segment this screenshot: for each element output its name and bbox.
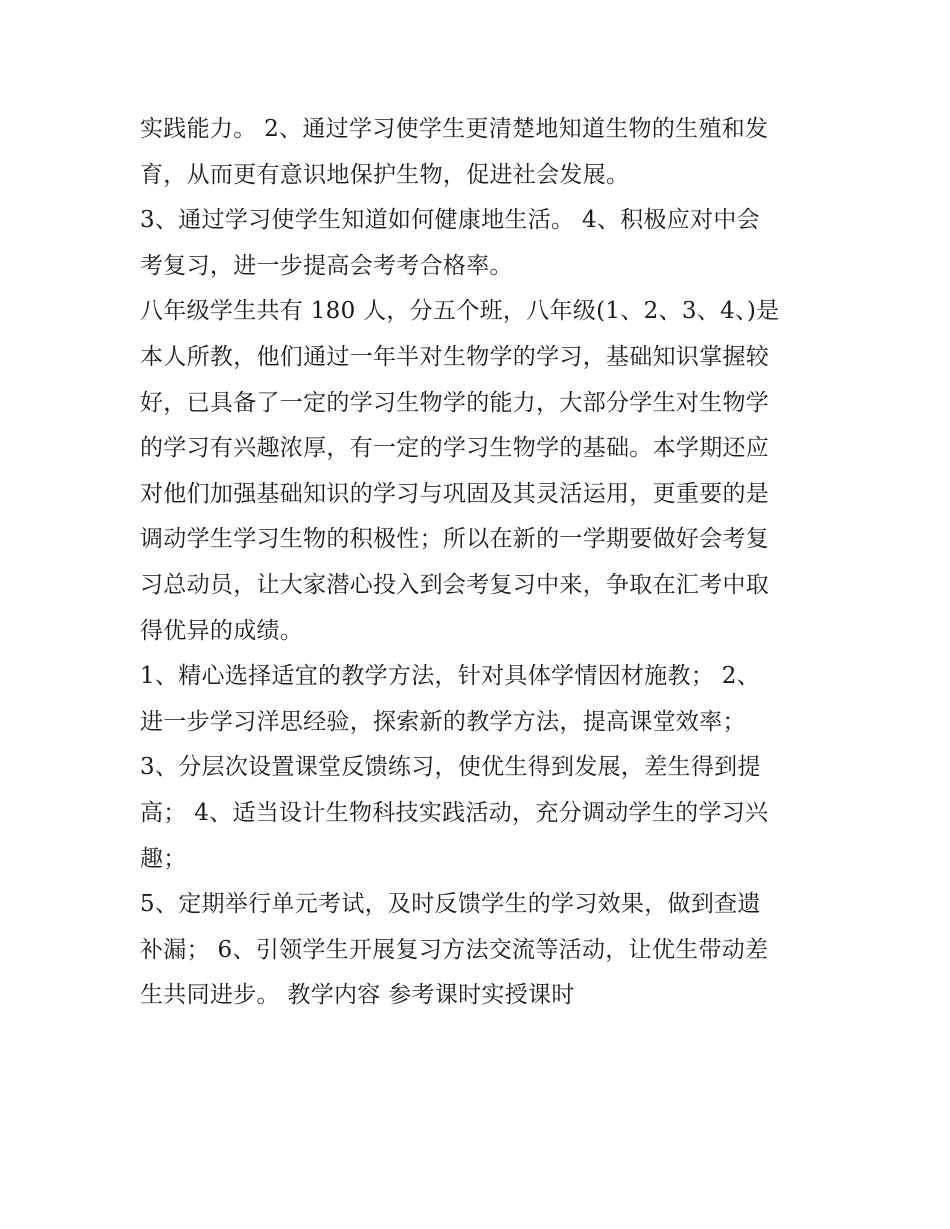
text-line: 育，从而更有意识地保护生物，促进社会发展。 [140,161,630,188]
text-line: 实践能力。 2、通过学习使学生更清楚地知道生物的生殖和发 [140,116,769,142]
body-text [140,107,820,1019]
text-line: 进一步学习洋思经验，探索新的教学方法，提高课堂效率； [140,708,746,735]
text-line: 得优异的成绩。 [140,617,304,644]
text-line: 对他们加强基础知识的学习与巩固及其灵活运用，更重要的是 [140,480,770,507]
text-line: 习总动员，让大家潜心投入到会考复习中来，争取在汇考中取 [140,571,770,598]
text-line: 3、分层次设置课堂反馈练习，使优生得到发展，差生得到提 [140,754,761,781]
text-line: 好，已具备了一定的学习生物学的能力，大部分学生对生物学 [140,389,770,416]
text-line: 5、定期举行单元考试，及时反馈学生的学习效果，做到查遗 [140,891,761,918]
text-line: 生共同进步。 教学内容 参考课时实授课时 [140,982,575,1009]
text-line: 考复习，进一步提高会考考合格率。 [140,252,513,279]
text-line: 1、精心选择适宜的教学方法，针对具体学情因材施教； 2、 [140,663,760,690]
text-line: 补漏； 6、引领学生开展复习方法交流等活动，让优生带动差 [140,936,769,963]
text-line: 调动学生学习生物的积极性；所以在新的一学期要做好会考复 [140,526,770,553]
text-line: 高； 4、适当设计生物科技实践活动，充分调动学生的学习兴 [140,799,769,826]
text-line: 趣； [140,845,187,872]
text-line: 八年级学生共有 180 人，分五个班，八年级(1、2、3、4、)是 [140,298,780,325]
text-line: 本人所教，他们通过一年半对生物学的学习，基础知识掌握较 [140,343,770,370]
text-line: 的学习有兴趣浓厚，有一定的学习生物学的基础。本学期还应 [140,435,770,462]
text-line: 3、通过学习使学生知道如何健康地生活。 4、积极应对中会 [140,207,760,234]
